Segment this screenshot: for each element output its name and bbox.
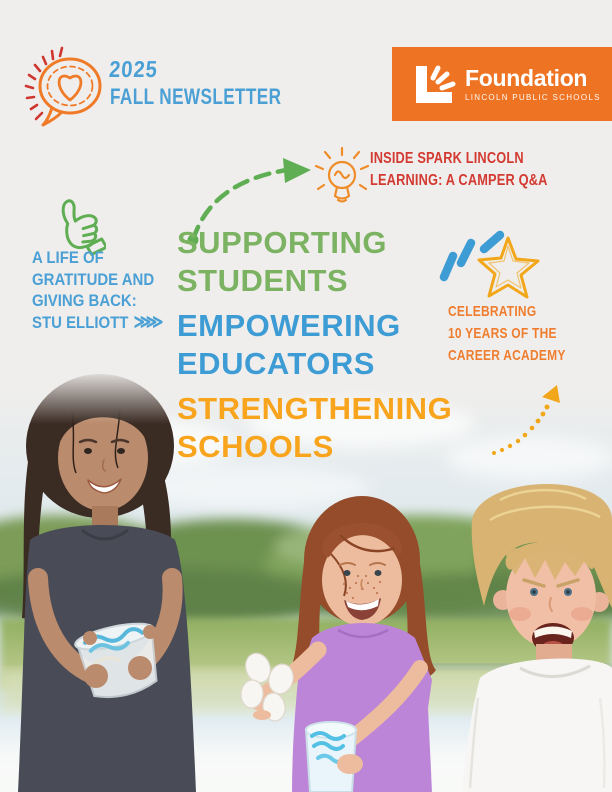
speech-bubble-heart-icon: [22, 44, 110, 132]
callout-gratitude-line2: GRATITUDE AND: [32, 269, 155, 289]
headline-line: SCHOOLS: [177, 429, 334, 464]
callout-spark-line2: LEARNING: A CAMPER Q&A: [370, 172, 548, 189]
triple-chevron-icon: ≫≫: [133, 311, 159, 333]
callout-spark-line1: INSIDE SPARK LINCOLN: [370, 150, 524, 167]
callout-gratitude-line1: A LIFE OF: [32, 248, 104, 267]
callout-gratitude-line4: [32, 312, 158, 334]
callout-gratitude-name: STU ELLIOTT: [32, 312, 129, 332]
masthead-title: FALL NEWSLETTER: [110, 84, 282, 109]
headline-line: EMPOWERING: [177, 308, 401, 343]
callout-career-line1: CELEBRATING: [448, 303, 537, 320]
logo-mark-icon: [416, 64, 456, 104]
headline-empowering-educators: [177, 307, 401, 383]
masthead-year: 2025: [108, 56, 159, 82]
headline-line: STRENGTHENING: [177, 391, 453, 426]
burst-dashes-icon: [26, 48, 62, 119]
headline-line: SUPPORTING: [177, 225, 387, 260]
callout-career: [448, 301, 566, 367]
star-icon: [430, 222, 542, 302]
lightbulb-icon: [312, 147, 370, 207]
foundation-logo: [392, 47, 612, 121]
logo-subtitle: LINCOLN PUBLIC SCHOOLS: [465, 92, 601, 102]
callout-career-line2: 10 YEARS OF THE: [448, 325, 557, 342]
headline-line: EDUCATORS: [177, 346, 375, 381]
callout-gratitude: [32, 247, 158, 333]
logo-name: Foundation: [465, 64, 588, 91]
callout-gratitude-line3: GIVING BACK:: [32, 291, 137, 310]
headline-strengthening-schools: [177, 390, 452, 466]
logo-text: [465, 64, 601, 102]
headline-line: STUDENTS: [177, 263, 349, 298]
headline-supporting-students: [177, 224, 387, 300]
masthead: [110, 58, 330, 108]
photo-left-girl: [18, 374, 196, 792]
callout-spark: [370, 148, 548, 192]
dotted-arrow-icon: [487, 383, 575, 461]
callout-career-line3: CAREER ACADEMY: [448, 347, 566, 364]
